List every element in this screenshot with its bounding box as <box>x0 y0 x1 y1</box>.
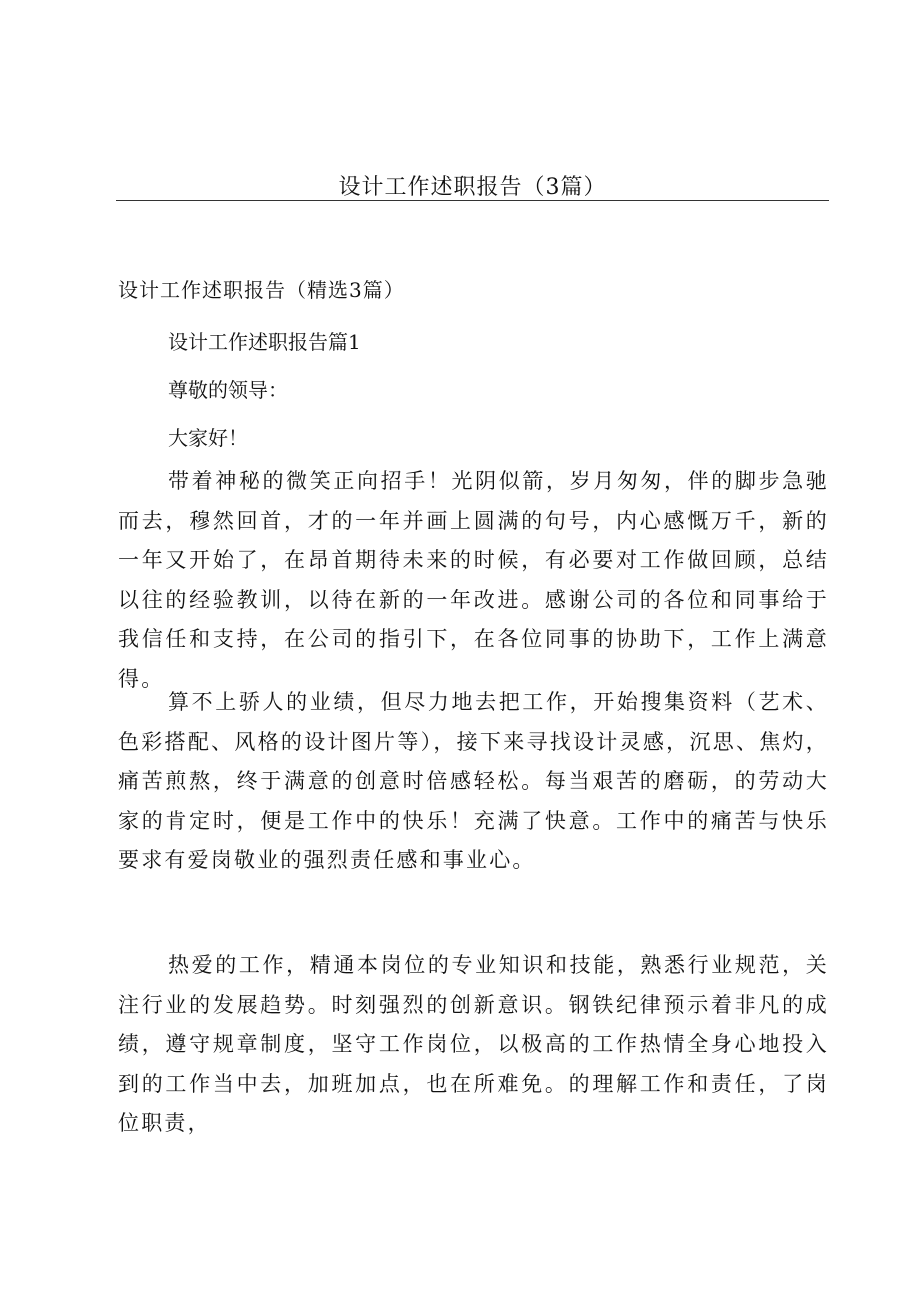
document-header-title: 设计工作述职报告（3篇） <box>338 175 607 200</box>
body-paragraph-3: 热爱的工作，精通本岗位的专业知识和技能，熟悉行业规范，关注行业的发展趋势。时刻强烈的创新意识。钢铁纪律预示着非凡的成绩，遵守规章制度，坚守工作岗位，以极高的工作热情全身心地投入到的工作当中去，加班加点，也在所难免。的理解工作和责任，了岗位职责， <box>118 953 829 1135</box>
salutation: 尊敬的领导： <box>168 378 288 402</box>
greeting: 大家好！ <box>168 426 248 450</box>
body-paragraph-1: 带着神秘的微笑正向招手！光阴似箭，岁月匆匆，伴的脚步急驰而去，穆然回首，才的一年并画上圆满的句号，内心感慨万千，新的一年又开始了，在昂首期待未来的时候，有必要对工作做回顾，总结以往的经验教训，以待在新的一年改进。感谢公司的各位和同事给于我信任和支持，在公司的指引下，在各位同事的协助下，工作上满意得。 <box>118 469 829 691</box>
body-paragraph-2: 算不上骄人的业绩，但尽力地去把工作，开始搜集资料（艺术、色彩搭配、风格的设计图片等），接下来寻找设计灵感，沉思、焦灼，痛苦煎熬，终于满意的创意时倍感轻松。每当艰苦的磨砺，的劳动大家的肯定时，便是工作中的快乐！充满了快意。工作中的痛苦与快乐要求有爱岗敬业的强烈责任感和事业心。 <box>118 690 829 872</box>
header-divider <box>116 200 829 201</box>
section-title: 设计工作述职报告篇1 <box>168 330 361 354</box>
document-subtitle: 设计工作述职报告（精选3篇） <box>118 278 405 302</box>
